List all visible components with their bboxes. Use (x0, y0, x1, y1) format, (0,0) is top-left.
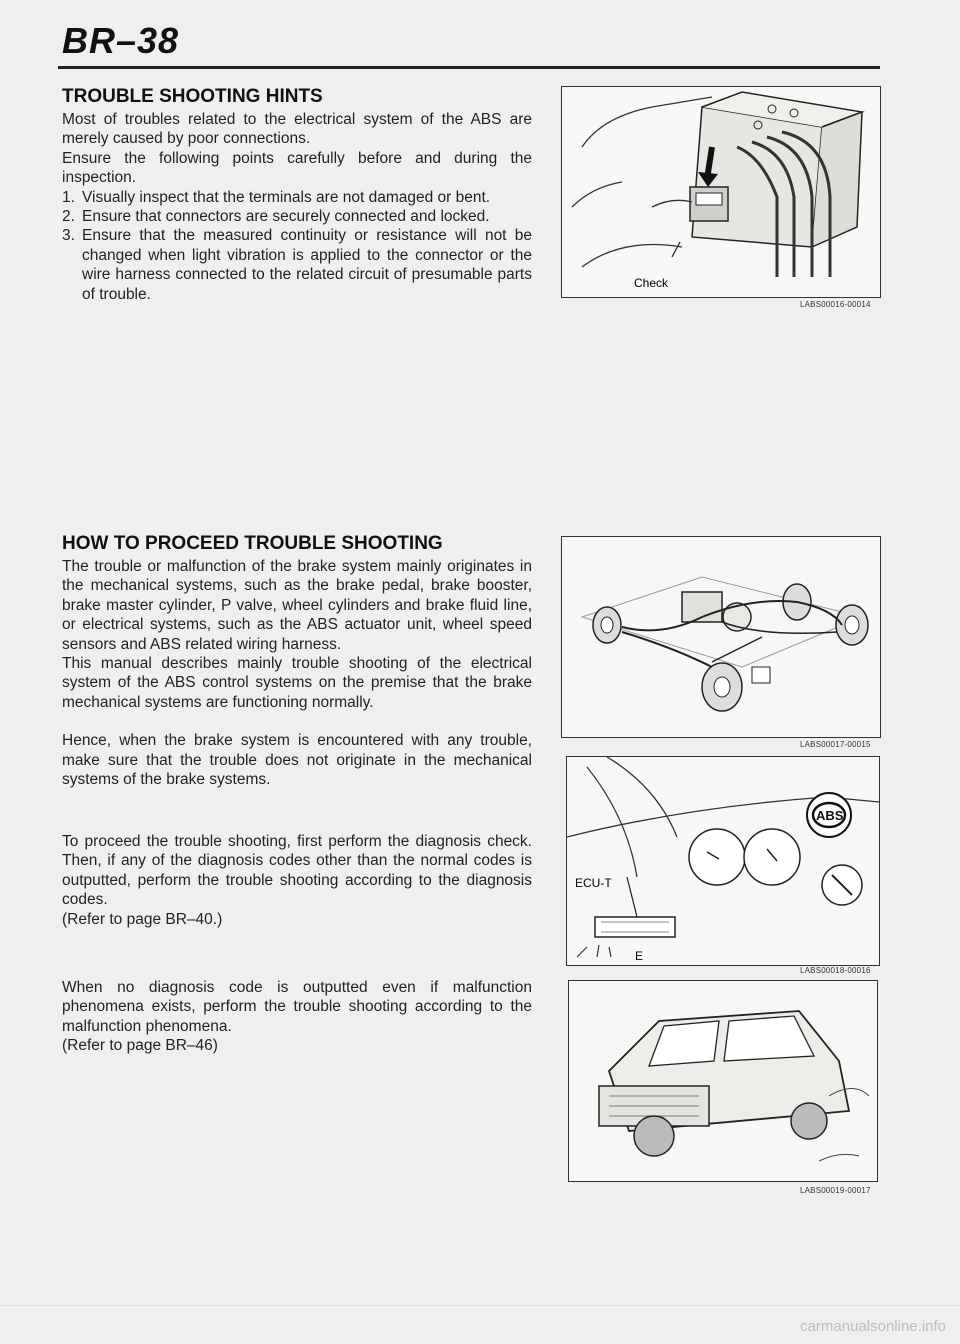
callout-e: E (635, 949, 644, 963)
list-item-number: 3. (62, 227, 75, 245)
figure-vehicle (568, 980, 878, 1182)
figure-abs-actuator-connector (561, 86, 881, 298)
list-item (62, 207, 532, 226)
section2-body-b (62, 832, 532, 929)
brake-system-illustration (562, 537, 880, 737)
paragraph: To proceed the trouble shooting, first perform the diagnosis check. Then, if any of the diagnosis codes other than the normal codes is outputted, perform the trouble shooting according to the diagnosis codes. (62, 833, 532, 909)
list-item (62, 188, 532, 207)
watermark: carmanualsonline.info (800, 1318, 946, 1335)
figure-brake-system-layout (561, 536, 881, 738)
list-item (62, 226, 532, 304)
reference: (Refer to page BR–40.) (62, 910, 223, 928)
list-item-text: Ensure that the measured continuity or resistance will not be changed when light vibration is applied to the connector or the wire harness connected to the related circuit of presumable parts of trouble. (82, 227, 532, 303)
section-heading-trouble-shooting-hints: TROUBLE SHOOTING HINTS (62, 86, 323, 107)
paragraph: This manual describes mainly trouble shooting of the electrical system of the ABS control systems on the premise that the brake mechanical systems are functioning normally. (62, 655, 532, 711)
footer-rule (0, 1305, 960, 1306)
callout-ecu-t: ECU-T (575, 876, 612, 890)
paragraph: When no diagnosis code is outputted even if malfunction phenomena exists, perform the trouble shooting according to the malfunction phenomena. (62, 979, 532, 1035)
dashboard-illustration (567, 757, 879, 965)
paragraph: Hence, when the brake system is encountered with any trouble, make sure that the trouble does not originate in the mechanical systems of the brake systems. (62, 732, 532, 789)
reference: (Refer to page BR–46) (62, 1037, 218, 1055)
callout-abs: ABS (816, 808, 844, 823)
section2-body-c (62, 978, 532, 1056)
section1-body (62, 110, 532, 304)
figure-code: LABS00017-00015 (800, 740, 871, 749)
page-id: BR–38 (62, 20, 180, 61)
figure-dashboard-ecu (566, 756, 880, 966)
callout-check: Check (634, 276, 669, 290)
car-illustration (569, 981, 877, 1181)
paragraph: Ensure the following points carefully before and during the inspection. (62, 149, 532, 187)
paragraph: Most of troubles related to the electrical system of the ABS are merely caused by poor connections. (62, 111, 532, 148)
list-item-number: 1. (62, 188, 75, 206)
abs-actuator-illustration (562, 87, 880, 297)
figure-code: LABS00016-00014 (800, 300, 871, 309)
figure-code: LABS00019-00017 (800, 1186, 871, 1195)
list-item-number: 2. (62, 208, 75, 226)
figure-code: LABS00018-00016 (800, 966, 871, 975)
section2-body-a (62, 557, 532, 789)
list-item-text: Visually inspect that the terminals are not damaged or bent. (82, 188, 491, 206)
section-heading-how-to-proceed: HOW TO PROCEED TROUBLE SHOOTING (62, 533, 443, 554)
list-item-text: Ensure that connectors are securely connected and locked. (82, 208, 490, 226)
header-rule (58, 66, 880, 69)
paragraph: The trouble or malfunction of the brake system mainly originates in the mechanical systems, such as the brake pedal, brake booster, brake master cylinder, P valve, wheel cylinders and brake fluid line, or electrical systems, such as the ABS actuator unit, wheel speed sensors and ABS related wiring harness. (62, 558, 532, 653)
